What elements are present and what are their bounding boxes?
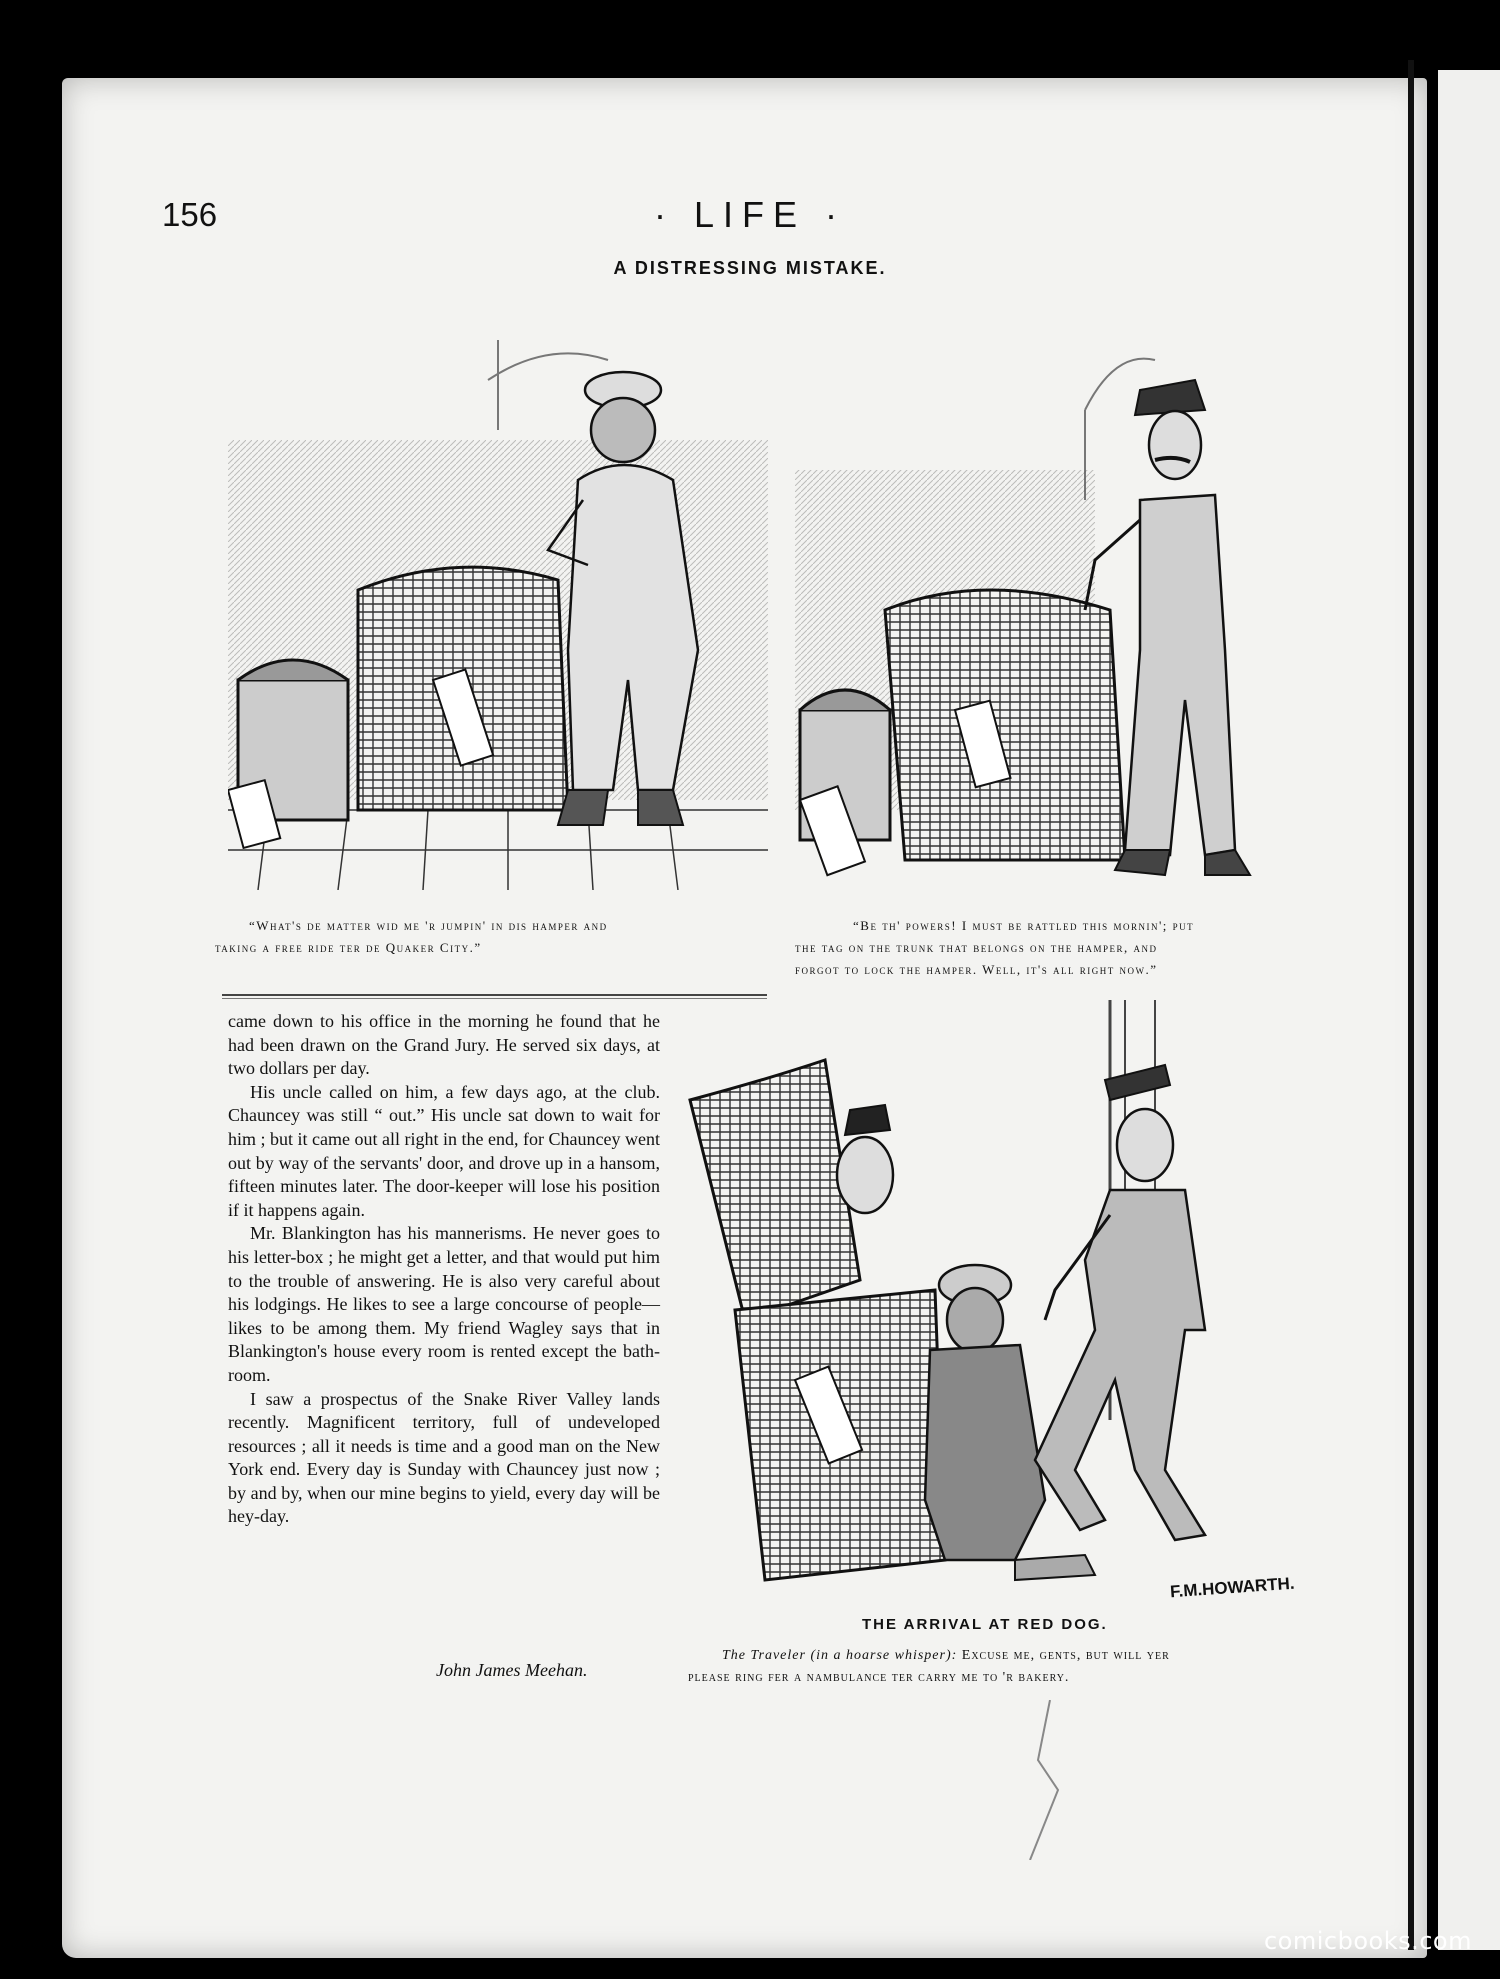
cartoon-title: A DISTRESSING MISTAKE. bbox=[613, 258, 887, 278]
panel-2-caption-line-1: “Be th' powers! I must be rattled this mornin'; put bbox=[853, 918, 1195, 933]
section-divider-thin bbox=[222, 998, 767, 999]
panel-2-caption-line-2: the tag on the trunk that belongs on the hamper, and bbox=[795, 940, 1158, 955]
watermark: comicbooks.com bbox=[1263, 1927, 1472, 1955]
article-text bbox=[228, 1010, 660, 1529]
book-spine bbox=[1408, 60, 1414, 1950]
panel-3-caption-speaker: The Traveler (in a hoarse whisper): bbox=[722, 1648, 958, 1663]
facing-page-edge bbox=[1438, 70, 1500, 1950]
artist-signature: F.M.HOWARTH. bbox=[1169, 1573, 1296, 1602]
article-paragraph: Mr. Blankington has his mannerisms. He never goes to his letter-box ; he might get a letter, and that would put him to the trouble of answering. He is also very careful about his lodgings. He likes to see a large concourse of people—likes to be among them. My friend Wagley says that in Blankington's house every room is rented except the bath-room. bbox=[228, 1223, 660, 1385]
panel-3-caption bbox=[688, 1645, 1348, 1689]
panel-2-caption bbox=[795, 915, 1355, 981]
panel-1-caption-line-2: taking a free ride ter de Quaker City.” bbox=[215, 940, 482, 955]
masthead: · LIFE · bbox=[653, 194, 846, 235]
cartoon-panel-3 bbox=[685, 1000, 1335, 1605]
panel-2-caption-line-3: forgot to lock the hamper. Well, it's all right now.” bbox=[795, 962, 1158, 977]
article-paragraph: His uncle called on him, a few days ago, at the club. Chauncey was still “ out.” His uncle sat down to wait for him ; but it came out all right in the end, for Chauncey went out by way of the servants' door, and drove up in a hansom, fifteen minutes later. The door-keeper will lose his position if it happens again. bbox=[228, 1081, 660, 1220]
panel-3-title: THE ARRIVAL AT RED DOG. bbox=[862, 1616, 1108, 1633]
cartoon-panel-2 bbox=[795, 330, 1335, 890]
panel-1-caption bbox=[215, 915, 775, 959]
page-tear bbox=[1020, 1700, 1080, 1860]
cartoon-panel-1 bbox=[228, 320, 768, 890]
article-paragraph: I saw a prospectus of the Snake River Valley lands recently. Magnificent territory, full of undeveloped resources ; all it needs is time and a good man on the New York end. Every day is Sunday with Chauncey just now ; by and by, when our mine begins to yield, every day will be hey-day. bbox=[228, 1388, 660, 1527]
panel-1-caption-line-1: “What's de matter wid me 'r jumpin' in dis hamper and bbox=[249, 918, 608, 933]
panel-3-caption-line-1: Excuse me, gents, but will yer bbox=[957, 1648, 1170, 1663]
section-divider bbox=[222, 994, 767, 996]
page-number: 156 bbox=[162, 196, 218, 233]
article-paragraph: came down to his office in the morning he found that he had been drawn on the Grand Jury. He served six days, at two dollars per day. bbox=[228, 1011, 660, 1079]
panel-3-caption-line-2: please ring fer a nambulance ter carry me to 'r bakery. bbox=[688, 1670, 1070, 1685]
article-author: John James Meehan. bbox=[436, 1660, 588, 1680]
